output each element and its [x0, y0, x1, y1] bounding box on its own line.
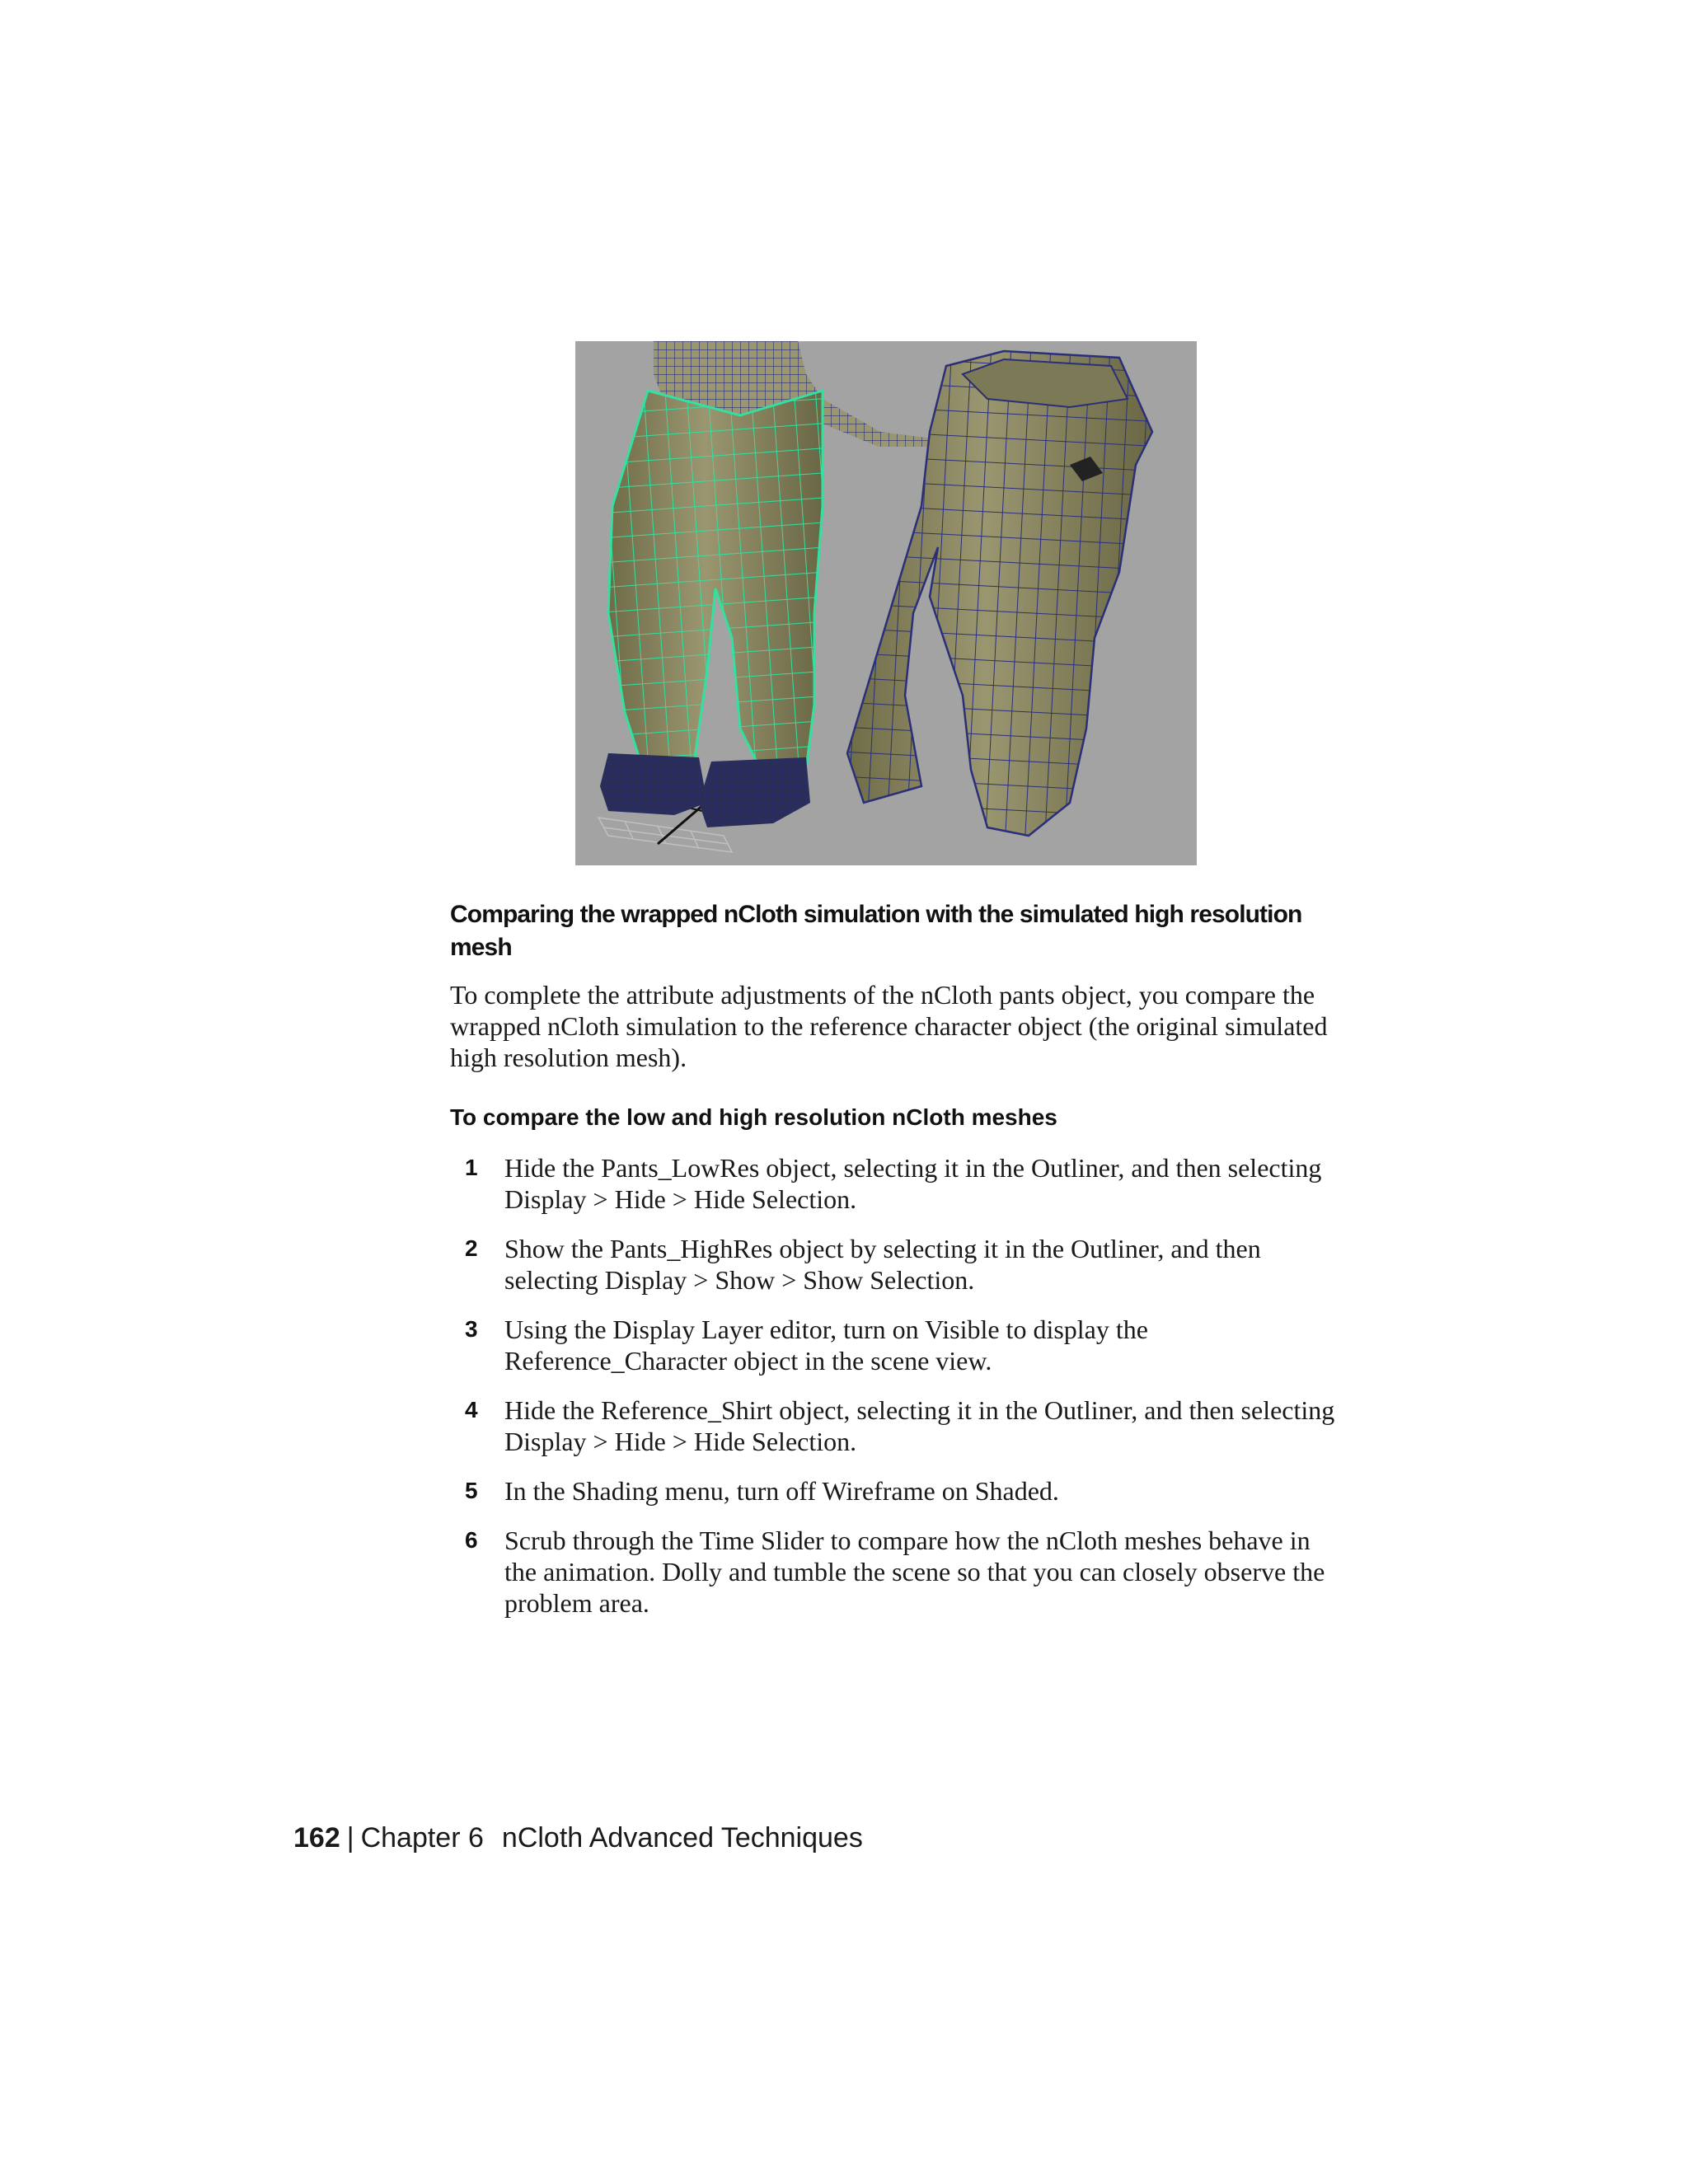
step-number: 1	[465, 1155, 478, 1180]
section-heading: Comparing the wrapped nCloth simulation with the simulated high resolution mesh	[450, 901, 1302, 961]
step-number: 4	[465, 1397, 478, 1422]
step-item	[450, 1394, 1340, 1457]
step-text: Hide the Pants_LowRes object, selecting it in the Outliner, and then selecting Display > Hide > Hide Selection.	[504, 1153, 1322, 1214]
procedure-heading: To compare the low and high resolution nCloth meshes	[450, 1104, 1057, 1130]
step-number: 2	[465, 1235, 478, 1261]
step-text: Hide the Reference_Shirt object, selecting it in the Outliner, and then selecting Display > Hide > Hide Selection.	[504, 1395, 1335, 1456]
page-number: 162	[293, 1822, 340, 1854]
ncloth-pants-comparison-image	[575, 341, 1197, 865]
step-text: Scrub through the Time Slider to compare how the nCloth meshes behave in the animation. Dolly and tumble the scene so that you can closely observe the problem area.	[504, 1526, 1325, 1618]
step-number: 3	[465, 1316, 478, 1342]
ncloth-pants-figure	[575, 341, 1197, 865]
procedure-steps	[450, 1152, 1340, 1637]
step-item	[450, 1314, 1340, 1376]
step-text: Using the Display Layer editor, turn on Visible to display the Reference_Character object in the scene view.	[504, 1315, 1148, 1376]
step-item	[450, 1525, 1340, 1619]
step-number: 6	[465, 1527, 478, 1553]
step-text: In the Shading menu, turn off Wireframe on Shaded.	[504, 1476, 1059, 1506]
step-item	[450, 1233, 1340, 1296]
step-number: 5	[465, 1478, 478, 1503]
chapter-title: nCloth Advanced Techniques	[501, 1822, 863, 1854]
step-text: Show the Pants_HighRes object by selecting it in the Outliner, and then selecting Display > Show > Show Selection.	[504, 1234, 1261, 1295]
footer-separator: |	[346, 1822, 354, 1854]
chapter-label: Chapter 6	[360, 1822, 484, 1854]
intro-paragraph: To complete the attribute adjustments of the nCloth pants object, you compare the wrapped nCloth simulation to the reference character object (the original simulated high resolution mesh).	[450, 980, 1328, 1072]
step-item	[450, 1475, 1340, 1507]
step-item	[450, 1152, 1340, 1215]
page-footer	[293, 1820, 863, 1856]
